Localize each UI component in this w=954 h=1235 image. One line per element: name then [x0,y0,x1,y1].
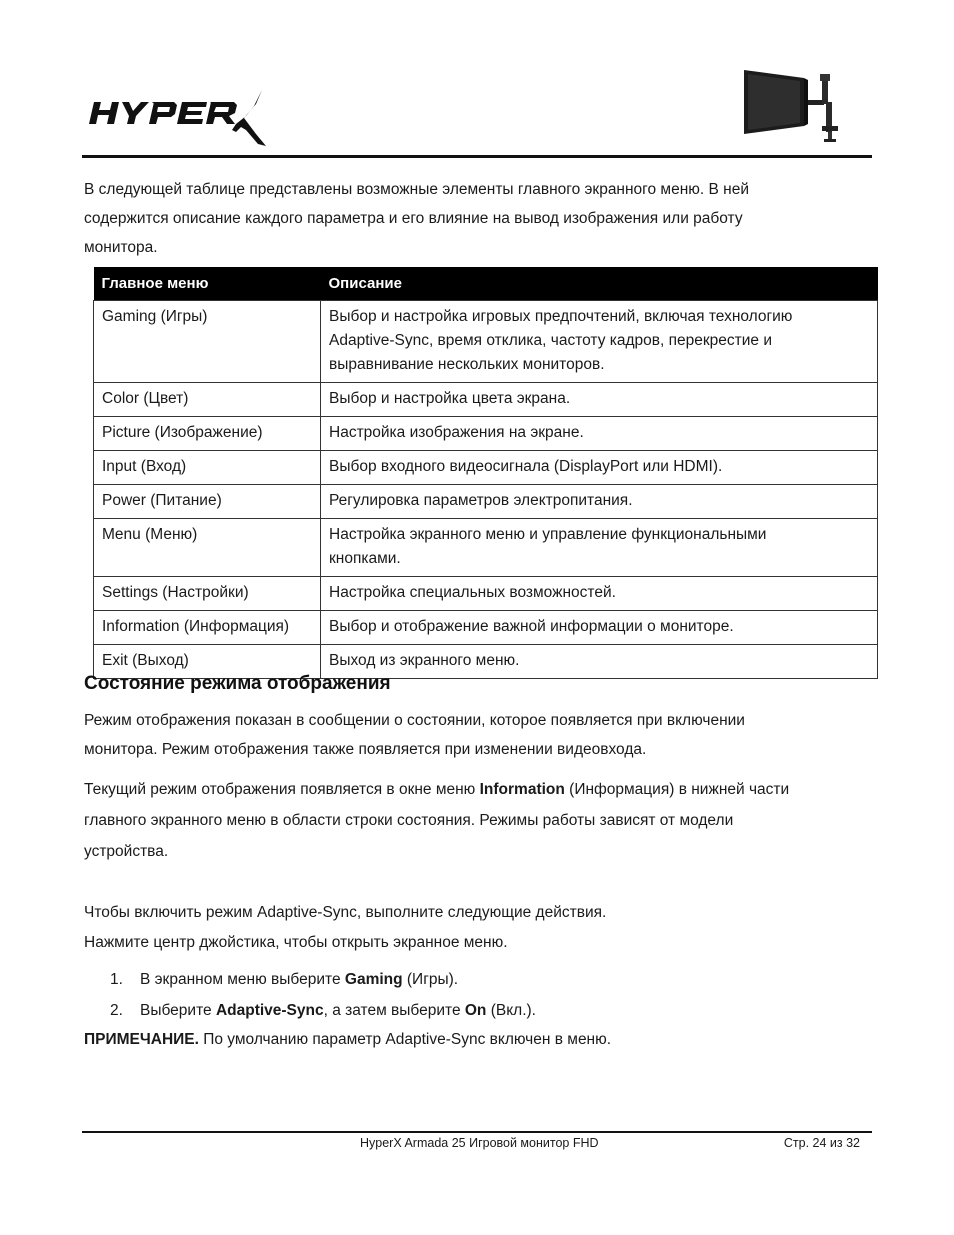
adaptive-sync-keyword: Adaptive-Sync [215,1002,324,1019]
description-line: Настройка специальных возможностей. [329,584,616,601]
note [84,1025,611,1054]
steps-list [110,969,536,1031]
intro-line-3: монитора. [84,239,158,256]
step-number: 2. [110,1002,123,1019]
step-text: (Игры). [402,971,459,988]
description-line: Выбор входного видеосигнала (DisplayPort или HDMI). [329,458,723,475]
intro-line-2: содержится описание каждого параметра и его влияние на вывод изображения или работу [84,210,743,227]
main-menu-table [93,267,878,679]
intro-line-1: В следующей таблице представлены возможные элементы главного экранного меню. В ней [84,181,749,198]
section-p2-line-2: главного экранного меню в области строки состояния. Режимы работы зависят от модели [84,812,734,829]
description-line: Регулировка параметров электропитания. [329,492,633,509]
table-header-row [94,267,878,301]
description-line: Выбор и настройка цвета экрана. [329,390,571,407]
column-header-description: Описание [321,267,878,301]
menu-item-cell: Exit (Выход) [94,645,321,679]
description-cell [321,417,878,451]
step-text: , а затем выберите [323,1002,465,1019]
table-row [94,301,878,383]
menu-item-cell: Picture (Изображение) [94,417,321,451]
menu-item-cell: Power (Питание) [94,485,321,519]
description-line: Выбор и настройка игровых предпочтений, включая технологию [329,308,793,325]
footer-divider [82,1131,872,1133]
description-cell [321,485,878,519]
description-cell [321,577,878,611]
description-cell [321,611,878,645]
page-header [82,60,872,158]
description-line: выравнивание нескольких мониторов. [329,356,605,373]
description-line: Adaptive-Sync, время отклика, частоту кадров, перекрестие и [329,332,772,349]
description-cell [321,301,878,383]
description-line: Настройка экранного меню и управление функциональными [329,526,767,543]
description-line: Настройка изображения на экране. [329,424,584,441]
table-row [94,485,878,519]
on-keyword: On [464,1002,487,1019]
menu-item-cell: Color (Цвет) [94,383,321,417]
step-text: В экранном меню выберите [140,971,345,988]
list-item [110,969,536,1000]
section-p1-line-1: Режим отображения показан в сообщении о состоянии, которое появляется при включении [84,712,745,729]
note-label: ПРИМЕЧАНИЕ. [84,1031,199,1048]
footer-title: HyperX Armada 25 Игровой монитор FHD [360,1136,599,1150]
description-cell [321,645,878,679]
menu-item-cell: Gaming (Игры) [94,301,321,383]
hyperx-logo [86,88,270,148]
p2-text-post: (Информация) в нижней части [564,781,790,798]
menu-item-cell: Settings (Настройки) [94,577,321,611]
step-text: Выберите [140,1002,216,1019]
table-row [94,519,878,577]
header-divider [82,155,872,158]
table-row [94,417,878,451]
table-row [94,383,878,417]
column-header-menu: Главное меню [94,267,321,301]
section-p3: Чтобы включить режим Adaptive-Sync, выполните следующие действия. [84,904,607,921]
menu-item-cell: Input (Вход) [94,451,321,485]
p2-text-pre: Текущий режим отображения появляется в окне меню [84,781,480,798]
description-cell [321,383,878,417]
description-line: Выход из экранного меню. [329,652,520,669]
step-text: (Вкл.). [486,1002,536,1019]
table-row [94,577,878,611]
information-keyword: Information [479,781,565,798]
step-number: 1. [110,971,123,988]
menu-item-cell: Information (Информация) [94,611,321,645]
monitor-on-arm-icon [742,66,846,142]
description-line: кнопками. [329,550,401,567]
description-cell [321,451,878,485]
note-text: По умолчанию параметр Adaptive-Sync включен в меню. [198,1031,612,1048]
section-p2-line-1 [84,775,789,804]
table-row [94,451,878,485]
section-title: Состояние режима отображения [84,673,391,694]
section-p4: Нажмите центр джойстика, чтобы открыть экранное меню. [84,934,508,951]
table-row [94,611,878,645]
section-p2-line-3: устройства. [84,843,169,860]
description-line: Выбор и отображение важной информации о мониторе. [329,618,734,635]
description-cell [321,519,878,577]
page-number: Стр. 24 из 32 [783,1136,860,1150]
section-p1-line-2: монитора. Режим отображения также появляется при изменении видеовхода. [84,741,647,758]
menu-item-cell: Menu (Меню) [94,519,321,577]
gaming-keyword: Gaming [344,971,403,988]
